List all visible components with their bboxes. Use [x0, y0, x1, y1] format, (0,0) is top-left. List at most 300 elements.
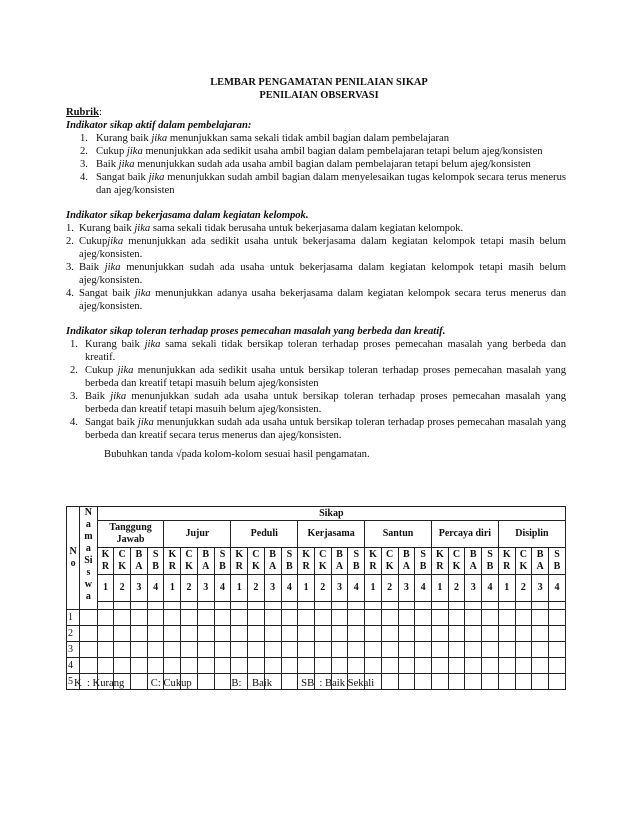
check-cell[interactable]	[498, 626, 515, 642]
score-code-top: K	[302, 549, 310, 560]
row-number: 3	[67, 642, 80, 658]
check-cell[interactable]	[348, 658, 365, 674]
check-cell[interactable]	[281, 642, 298, 658]
score-code-top: B	[202, 549, 210, 560]
check-cell[interactable]	[197, 658, 214, 674]
item-text-pre: Cukup	[96, 146, 127, 157]
check-cell[interactable]	[181, 658, 198, 674]
score-code-cell	[431, 548, 448, 575]
score-code-top: S	[487, 549, 493, 560]
legend: K : Kurang C: Cukup B: Baik SB : Baik Sekali	[74, 678, 375, 689]
check-cell[interactable]	[498, 674, 515, 690]
check-cell[interactable]	[482, 626, 499, 642]
category-header: Disiplin	[498, 521, 565, 548]
check-cell[interactable]	[331, 610, 348, 626]
item-text-pre: Sangat baik	[85, 417, 138, 428]
item-text-post: sama sekali tidak bersikap toleran terhadap proses pemecahan masalah yang berbeda dan kreatif.	[85, 339, 566, 363]
check-cell[interactable]	[381, 610, 398, 626]
score-code-bottom: B	[553, 561, 561, 572]
item-text	[85, 338, 566, 364]
check-cell[interactable]	[415, 610, 432, 626]
row-number: 5	[67, 674, 80, 690]
check-cell[interactable]	[231, 626, 248, 642]
score-code-cell	[549, 548, 566, 575]
check-cell[interactable]	[365, 610, 382, 626]
score-code-top: C	[185, 549, 193, 560]
check-cell[interactable]	[114, 658, 131, 674]
score-number-cell: 2	[448, 575, 465, 602]
check-cell[interactable]	[431, 626, 448, 642]
check-cell[interactable]	[465, 658, 482, 674]
check-cell[interactable]	[515, 626, 532, 642]
table-row	[67, 642, 566, 658]
header-filler-cell	[181, 602, 198, 610]
header-filler-cell	[331, 602, 348, 610]
check-cell[interactable]	[114, 626, 131, 642]
score-code-bottom: R	[235, 561, 243, 572]
section-title: Indikator sikap aktif dalam pembelajaran:	[66, 120, 252, 131]
check-cell[interactable]	[465, 642, 482, 658]
check-cell[interactable]	[164, 658, 181, 674]
score-code-bottom: K	[185, 561, 193, 572]
check-cell[interactable]	[415, 674, 432, 690]
category-row	[67, 521, 566, 548]
check-cell[interactable]	[415, 642, 432, 658]
check-cell[interactable]	[482, 642, 499, 658]
check-cell[interactable]	[214, 658, 231, 674]
category-header: Percaya diri	[431, 521, 498, 548]
check-cell[interactable]	[365, 626, 382, 642]
check-cell[interactable]	[448, 626, 465, 642]
score-code-cell	[147, 548, 164, 575]
item-text	[96, 171, 566, 197]
check-cell[interactable]	[549, 626, 566, 642]
check-cell[interactable]	[231, 658, 248, 674]
score-code-top: S	[219, 549, 226, 560]
score-code-cell	[448, 548, 465, 575]
check-cell[interactable]	[314, 642, 331, 658]
category-header: Jujur	[164, 521, 231, 548]
check-cell[interactable]	[549, 658, 566, 674]
rubric-item	[66, 235, 566, 261]
check-cell[interactable]	[164, 642, 181, 658]
check-cell[interactable]	[314, 658, 331, 674]
header-filler-cell	[314, 602, 331, 610]
rubric-item	[66, 416, 566, 442]
score-code-cell	[281, 548, 298, 575]
rubric-label: Rubrik	[66, 107, 99, 118]
spacer	[66, 313, 566, 325]
item-text-post: menunjukkan sudah ambil bagian dalam menyelesaikan tugas kelompok secara terus menerus dan ajeg/konsisten	[96, 172, 566, 196]
check-cell[interactable]	[231, 642, 248, 658]
check-cell[interactable]	[248, 626, 265, 642]
score-code-top: K	[435, 549, 444, 560]
score-code-top: C	[118, 549, 126, 560]
score-code-top: K	[502, 549, 511, 560]
score-code-cell	[465, 548, 482, 575]
score-number-cell: 3	[264, 575, 281, 602]
check-cell[interactable]	[381, 642, 398, 658]
header-filler-cell	[482, 602, 499, 610]
check-cell[interactable]	[448, 658, 465, 674]
check-cell[interactable]	[248, 658, 265, 674]
check-cell[interactable]	[264, 658, 281, 674]
score-code-bottom: A	[202, 561, 210, 572]
score-code-cell	[214, 548, 231, 575]
rubric-item	[66, 158, 566, 171]
student-name-cell[interactable]	[80, 642, 97, 658]
check-cell[interactable]	[498, 658, 515, 674]
nama-header-letter: a	[85, 519, 91, 530]
score-number-cell: 4	[415, 575, 432, 602]
check-cell[interactable]	[431, 642, 448, 658]
row-number: 4	[67, 658, 80, 674]
header-row	[67, 507, 566, 521]
item-text-em: jika	[110, 391, 127, 402]
score-number-cell: 2	[114, 575, 131, 602]
header-filler-cell	[281, 602, 298, 610]
item-text	[85, 416, 566, 442]
score-code-top: C	[252, 549, 260, 560]
score-number-cell: 2	[515, 575, 532, 602]
check-cell[interactable]	[348, 610, 365, 626]
nama-header-letter: m	[84, 531, 93, 542]
check-cell[interactable]	[415, 658, 432, 674]
score-code-top: B	[336, 549, 343, 560]
check-cell[interactable]	[482, 610, 499, 626]
check-cell[interactable]	[515, 674, 532, 690]
header-filler-cell	[114, 602, 131, 610]
score-code-bottom: R	[503, 561, 511, 572]
observation-table	[66, 506, 566, 690]
student-name-cell[interactable]	[80, 626, 97, 642]
check-cell[interactable]	[532, 658, 549, 674]
rubric-item	[66, 132, 566, 145]
check-cell[interactable]	[498, 610, 515, 626]
item-text-pre: Baik	[85, 391, 111, 402]
section-title: Indikator sikap toleran terhadap proses pemecahan masalah yang berbeda dan kreatif.	[66, 326, 446, 337]
score-code-cell	[314, 548, 331, 575]
check-cell[interactable]	[114, 610, 131, 626]
check-cell[interactable]	[549, 674, 566, 690]
check-cell[interactable]	[281, 626, 298, 642]
score-code-top: C	[519, 549, 528, 560]
header-filler-cell	[131, 602, 148, 610]
check-cell[interactable]	[181, 610, 198, 626]
header-filler-cell	[197, 602, 214, 610]
item-text-pre: Cukup	[85, 365, 118, 376]
check-cell[interactable]	[214, 626, 231, 642]
check-cell[interactable]	[482, 658, 499, 674]
item-text-em: jika	[137, 417, 154, 428]
score-code-top: C	[452, 549, 461, 560]
check-cell[interactable]	[298, 626, 315, 642]
item-text-pre: Kurang baik	[96, 133, 152, 144]
score-code-bottom: A	[536, 561, 544, 572]
rubric-item	[66, 171, 566, 197]
student-name-cell[interactable]	[80, 658, 97, 674]
check-cell[interactable]	[281, 610, 298, 626]
rubric-item	[66, 222, 566, 235]
check-cell[interactable]	[97, 610, 114, 626]
item-text	[79, 235, 566, 261]
check-cell[interactable]	[331, 642, 348, 658]
title-line-1: LEMBAR PENGAMATAN PENILAIAN SIKAP	[210, 77, 428, 88]
check-cell[interactable]	[398, 610, 415, 626]
check-cell[interactable]	[465, 610, 482, 626]
item-number: 1.	[66, 223, 74, 234]
row-number: 1	[67, 610, 80, 626]
check-cell[interactable]	[214, 642, 231, 658]
title-line-2: PENILAIAN OBSERVASI	[259, 90, 379, 101]
check-cell[interactable]	[231, 610, 248, 626]
item-text	[96, 158, 566, 171]
score-number-cell: 1	[498, 575, 515, 602]
check-cell[interactable]	[147, 610, 164, 626]
item-text	[85, 390, 566, 416]
score-code-bottom: A	[269, 561, 277, 572]
score-code-bottom: R	[369, 561, 377, 572]
item-text-post: menunjukkan adanya usaha bekerjasama dalam kegiatan kelompok secara terus menerus dan ajeg/konsisten.	[79, 288, 566, 312]
item-text-pre: Cukup	[79, 236, 108, 247]
rubric-item	[66, 390, 566, 416]
score-code-cell	[114, 548, 131, 575]
item-text-post: menunjukkan sudah ada usaha ambil bagian dalam pembelajaran tetapi belum ajeg/konsisten	[134, 159, 531, 170]
check-cell[interactable]	[381, 658, 398, 674]
category-header: Santun	[365, 521, 432, 548]
header-filler-cell	[532, 602, 549, 610]
score-code-bottom: B	[286, 561, 293, 572]
check-cell[interactable]	[147, 642, 164, 658]
item-number: 3.	[66, 262, 74, 273]
check-cell[interactable]	[164, 626, 181, 642]
check-cell[interactable]	[298, 658, 315, 674]
score-code-top: B	[536, 549, 544, 560]
check-cell[interactable]	[131, 642, 148, 658]
header-filler-row	[67, 602, 566, 610]
header-filler-cell	[214, 602, 231, 610]
check-cell[interactable]	[214, 610, 231, 626]
score-number-cell: 2	[381, 575, 398, 602]
header-filler-cell	[164, 602, 181, 610]
check-cell[interactable]	[515, 610, 532, 626]
score-number-cell: 3	[197, 575, 214, 602]
item-number: 2.	[70, 365, 78, 376]
item-text	[79, 261, 566, 287]
check-cell[interactable]	[97, 658, 114, 674]
item-text	[79, 222, 566, 235]
check-cell[interactable]	[448, 642, 465, 658]
header-filler-cell	[147, 602, 164, 610]
rubric-item	[66, 287, 566, 313]
check-cell[interactable]	[498, 642, 515, 658]
check-cell[interactable]	[197, 626, 214, 642]
check-cell[interactable]	[549, 642, 566, 658]
item-text-em: jika	[104, 262, 121, 273]
check-cell[interactable]	[532, 674, 549, 690]
check-cell[interactable]	[415, 626, 432, 642]
check-cell[interactable]	[448, 674, 465, 690]
header-filler-cell	[248, 602, 265, 610]
check-cell[interactable]	[97, 626, 114, 642]
score-code-cell	[131, 548, 148, 575]
score-code-cell	[298, 548, 315, 575]
score-code-cell	[331, 548, 348, 575]
check-cell[interactable]	[281, 658, 298, 674]
check-cell[interactable]	[532, 610, 549, 626]
item-text-post: menunjukkan ada sedikit usaha untuk bekerjasama dalam kegiatan kelompok tetapi masih belum ajeg/konsisten.	[79, 236, 566, 260]
score-number-cell: 2	[314, 575, 331, 602]
check-cell[interactable]	[365, 658, 382, 674]
score-code-bottom: R	[101, 561, 110, 572]
score-number-cell: 3	[465, 575, 482, 602]
nama-siswa-header	[80, 507, 97, 610]
check-cell[interactable]	[549, 610, 566, 626]
check-cell[interactable]	[348, 642, 365, 658]
item-number: 2.	[80, 146, 88, 157]
score-code-bottom: R	[168, 561, 176, 572]
score-number-cell: 4	[214, 575, 231, 602]
check-cell[interactable]	[197, 610, 214, 626]
item-text-pre: Sangat baik	[96, 172, 149, 183]
check-cell[interactable]	[97, 642, 114, 658]
check-cell[interactable]	[515, 658, 532, 674]
check-cell[interactable]	[314, 610, 331, 626]
rubric-colon: :	[98, 107, 102, 118]
score-number-cell: 4	[348, 575, 365, 602]
item-number: 4.	[70, 417, 78, 428]
check-cell[interactable]	[147, 626, 164, 642]
item-text-post: menunjukkan ada sedikit usaha untuk bersikap toleran terhadap proses pemecahan masalah yang berbeda dan kreatif tetapi masuih belum ajeg/konsisten	[85, 365, 566, 389]
check-cell[interactable]	[465, 626, 482, 642]
check-cell[interactable]	[448, 610, 465, 626]
header-filler-cell	[448, 602, 465, 610]
check-cell[interactable]	[381, 674, 398, 690]
category-header: Tanggung Jawab	[97, 521, 164, 548]
check-cell[interactable]	[482, 674, 499, 690]
check-cell[interactable]	[197, 642, 214, 658]
check-cell[interactable]	[248, 642, 265, 658]
header-filler-cell	[549, 602, 566, 610]
check-cell[interactable]	[532, 642, 549, 658]
score-code-cell	[164, 548, 181, 575]
check-cell[interactable]	[248, 610, 265, 626]
check-cell[interactable]	[398, 674, 415, 690]
score-number-cell: 2	[248, 575, 265, 602]
check-cell[interactable]	[398, 658, 415, 674]
check-cell[interactable]	[264, 626, 281, 642]
student-name-cell[interactable]	[80, 610, 97, 626]
check-cell[interactable]	[398, 626, 415, 642]
score-code-cell	[248, 548, 265, 575]
score-number-cell: 4	[147, 575, 164, 602]
nama-header-letter: Si	[84, 555, 93, 566]
score-code-bottom: R	[436, 561, 444, 572]
check-cell[interactable]	[164, 610, 181, 626]
check-cell[interactable]	[147, 658, 164, 674]
score-code-cell	[181, 548, 198, 575]
check-cell[interactable]	[264, 642, 281, 658]
item-number: 3.	[70, 391, 78, 402]
nama-header-letter: s	[86, 567, 91, 578]
check-cell[interactable]	[181, 642, 198, 658]
score-number-cell: 1	[431, 575, 448, 602]
score-code-bottom: A	[402, 561, 410, 572]
header-filler-cell	[298, 602, 315, 610]
score-code-top: K	[168, 549, 177, 560]
score-code-top: K	[101, 549, 110, 560]
score-code-top: S	[286, 549, 293, 560]
check-cell[interactable]	[131, 626, 148, 642]
score-code-top: K	[235, 549, 244, 560]
score-code-top: K	[369, 549, 377, 560]
check-cell[interactable]	[331, 658, 348, 674]
item-text-pre: Baik	[79, 262, 105, 273]
check-cell[interactable]	[465, 674, 482, 690]
item-text-em: jika	[148, 172, 165, 183]
score-number-cell: 1	[231, 575, 248, 602]
check-cell[interactable]	[515, 642, 532, 658]
check-cell[interactable]	[131, 658, 148, 674]
section-title: Indikator sikap bekerjasama dalam kegiatan kelompok.	[66, 210, 309, 221]
check-cell[interactable]	[365, 642, 382, 658]
nama-header-letter: w	[84, 579, 93, 590]
check-cell[interactable]	[314, 626, 331, 642]
check-cell[interactable]	[298, 642, 315, 658]
score-code-top: S	[152, 549, 159, 560]
check-cell[interactable]	[431, 674, 448, 690]
score-code-top: B	[403, 549, 410, 560]
score-code-cell	[381, 548, 398, 575]
header-filler-cell	[97, 602, 114, 610]
score-number-cell: 3	[532, 575, 549, 602]
item-text-pre: Kurang baik	[79, 223, 135, 234]
check-cell[interactable]	[398, 642, 415, 658]
check-cell[interactable]	[431, 658, 448, 674]
score-code-top: S	[420, 549, 426, 560]
item-number: 1.	[70, 339, 78, 350]
check-cell[interactable]	[181, 626, 198, 642]
check-cell[interactable]	[131, 610, 148, 626]
check-cell[interactable]	[532, 626, 549, 642]
table-row	[67, 626, 566, 642]
rubric-item	[66, 364, 566, 390]
category-header: Kerjasama	[298, 521, 365, 548]
check-cell[interactable]	[331, 626, 348, 642]
score-code-cell	[482, 548, 499, 575]
score-code-bottom: A	[135, 561, 143, 572]
score-code-top: B	[469, 549, 477, 560]
item-text-em: jika	[126, 146, 143, 157]
check-cell[interactable]	[264, 610, 281, 626]
item-text-pre: Baik	[96, 159, 119, 170]
score-code-top: S	[353, 549, 360, 560]
item-text	[85, 364, 566, 390]
score-code-top: B	[135, 549, 143, 560]
rubric-item	[66, 145, 566, 158]
check-cell[interactable]	[381, 626, 398, 642]
score-number-cell: 1	[298, 575, 315, 602]
header-filler-cell	[398, 602, 415, 610]
check-cell[interactable]	[298, 610, 315, 626]
score-number-cell: 3	[131, 575, 148, 602]
check-cell[interactable]	[431, 610, 448, 626]
section-toleran	[66, 325, 566, 442]
header-filler-cell	[431, 602, 448, 610]
rubric-item	[66, 261, 566, 287]
check-cell[interactable]	[114, 642, 131, 658]
check-cell[interactable]	[348, 626, 365, 642]
